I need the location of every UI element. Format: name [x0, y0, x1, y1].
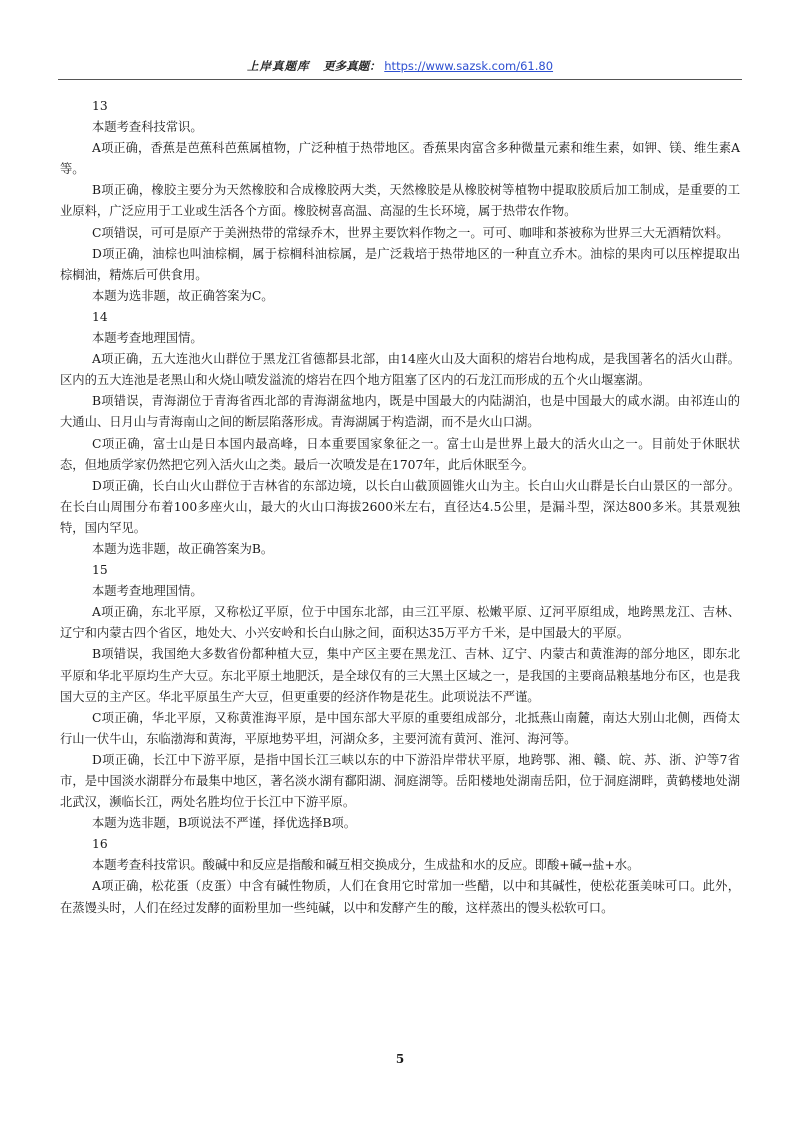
- section-topic: 本题考查科技常识。: [92, 120, 203, 135]
- explanation-paragraph: C项正确，富士山是日本国内最高峰，日本重要国家象征之一。富士山是世界上最大的活火山之一。目前处于休眠状态，但地质学家仍然把它列入活火山之类。最后一次喷发是在1707年，此后休眠至今。: [60, 436, 740, 472]
- section-topic: 本题考查科技常识。酸碱中和反应是指酸和碱互相交换成分，生成盐和水的反应。即酸+碱→盐+水。: [92, 858, 640, 873]
- page-header: [0, 58, 800, 74]
- explanation-paragraph: C项错误，可可是原产于美洲热带的常绿乔木，世界主要饮料作物之一。可可、咖啡和茶被称为世界三大无酒精饮料。: [92, 225, 729, 240]
- header-brand: 上岸真题库: [246, 59, 310, 73]
- header-link[interactable]: https://www.sazsk.com/61.80: [384, 59, 554, 73]
- explanation-paragraph: 本题为选非题，故正确答案为B。: [92, 541, 274, 556]
- explanation-paragraph: B项错误，青海湖位于青海省西北部的青海湖盆地内，既是中国最大的内陆湖泊，也是中国最大的咸水湖。由祁连山的大通山、日月山与青海南山之间的断层陷落形成。青海湖属于构造湖，而不是火山口湖。: [60, 394, 740, 430]
- question-number: 16: [92, 837, 108, 852]
- explanation-paragraph: A项正确，东北平原，又称松辽平原，位于中国东北部，由三江平原、松嫩平原、辽河平原组成，地跨黑龙江、吉林、辽宁和内蒙古四个省区，地处大、小兴安岭和长白山脉之间，面积达35万平方千米，是中国最大的平原。: [60, 605, 740, 641]
- section-topic: 本题考查地理国情。: [92, 584, 203, 599]
- explanation-paragraph: B项错误，我国绝大多数省份都种植大豆，集中产区主要在黑龙江、吉林、辽宁、内蒙古和黄淮海的部分地区，即东北平原和华北平原均生产大豆。东北平原土地肥沃，是全球仅有的三大黑土区域之一，是我国的主要商品粮基地分布区，也是我国大豆的主产区。华北平原虽生产大豆，但更重要的经济作物是花生。此项说法不严谨。: [60, 647, 740, 704]
- question-number: 13: [92, 99, 108, 113]
- explanation-paragraph: A项正确，五大连池火山群位于黑龙江省德都县北部，由14座火山及大面积的熔岩台地构成，是我国著名的活火山群。区内的五大连池是老黑山和火烧山喷发溢流的熔岩在四个地方阻塞了区内的石龙江而形成的五个火山堰塞湖。: [60, 352, 740, 388]
- explanation-paragraph: D项正确，油棕也叫油棕榈，属于棕榈科油棕属，是广泛栽培于热带地区的一种直立乔木。油棕的果肉可以压榨提取出棕榈油，精炼后可供食用。: [60, 246, 740, 282]
- explanation-paragraph: B项正确，橡胶主要分为天然橡胶和合成橡胶两大类，天然橡胶是从橡胶树等植物中提取胶质后加工制成，是重要的工业原料，广泛应用于工业或生活各个方面。橡胶树喜高温、高湿的生长环境，属于热带农作物。: [60, 183, 740, 219]
- section-topic: 本题考查地理国情。: [92, 331, 203, 346]
- question-number: 14: [92, 309, 108, 324]
- header-more-label: 更多真题：: [323, 59, 381, 73]
- explanation-paragraph: 本题为选非题，故正确答案为C。: [92, 288, 274, 303]
- question-number: 15: [92, 563, 108, 578]
- explanation-paragraph: A项正确，松花蛋（皮蛋）中含有碱性物质，人们在食用它时常加一些醋，以中和其碱性，使松花蛋美味可口。此外，在蒸馒头时，人们在经过发酵的面粉里加一些纯碱，以中和发酵产生的酸，这样蒸出的馒头松软可口。: [60, 879, 740, 915]
- explanation-paragraph: A项正确，香蕉是芭蕉科芭蕉属植物，广泛种植于热带地区。香蕉果肉富含多种微量元素和维生素，如钾、镁、维生素A等。: [60, 141, 740, 177]
- document-body: [60, 96, 740, 919]
- explanation-paragraph: C项正确，华北平原，又称黄淮海平原，是中国东部大平原的重要组成部分，北抵燕山南麓，南达大别山北侧，西倚太行山一伏牛山，东临渤海和黄海，平原地势平坦，河湖众多，主要河流有黄河、淮河、海河等。: [60, 710, 740, 746]
- header-divider: [58, 79, 742, 80]
- explanation-paragraph: D项正确，长江中下游平原，是指中国长江三峡以东的中下游沿岸带状平原，地跨鄂、湘、赣、皖、苏、浙、沪等7省市，是中国淡水湖群分布最集中地区，著名淡水湖有鄱阳湖、洞庭湖等。岳阳楼地处湖南岳阳，位于洞庭湖畔，黄鹤楼地处湖北武汉，濒临长江，两处名胜均位于长江中下游平原。: [60, 752, 740, 810]
- explanation-paragraph: D项正确，长白山火山群位于吉林省的东部边境，以长白山截顶圆锥火山为主。长白山火山群是长白山景区的一部分。在长白山周围分布着100多座火山，最大的火山口海拔2600米左右，直径达4.5公里，是漏斗型，深达800多米。其景观独特，国内罕见。: [60, 478, 740, 535]
- page-number: 5: [395, 1052, 405, 1066]
- explanation-paragraph: 本题为选非题，B项说法不严谨，择优选择B项。: [92, 816, 357, 831]
